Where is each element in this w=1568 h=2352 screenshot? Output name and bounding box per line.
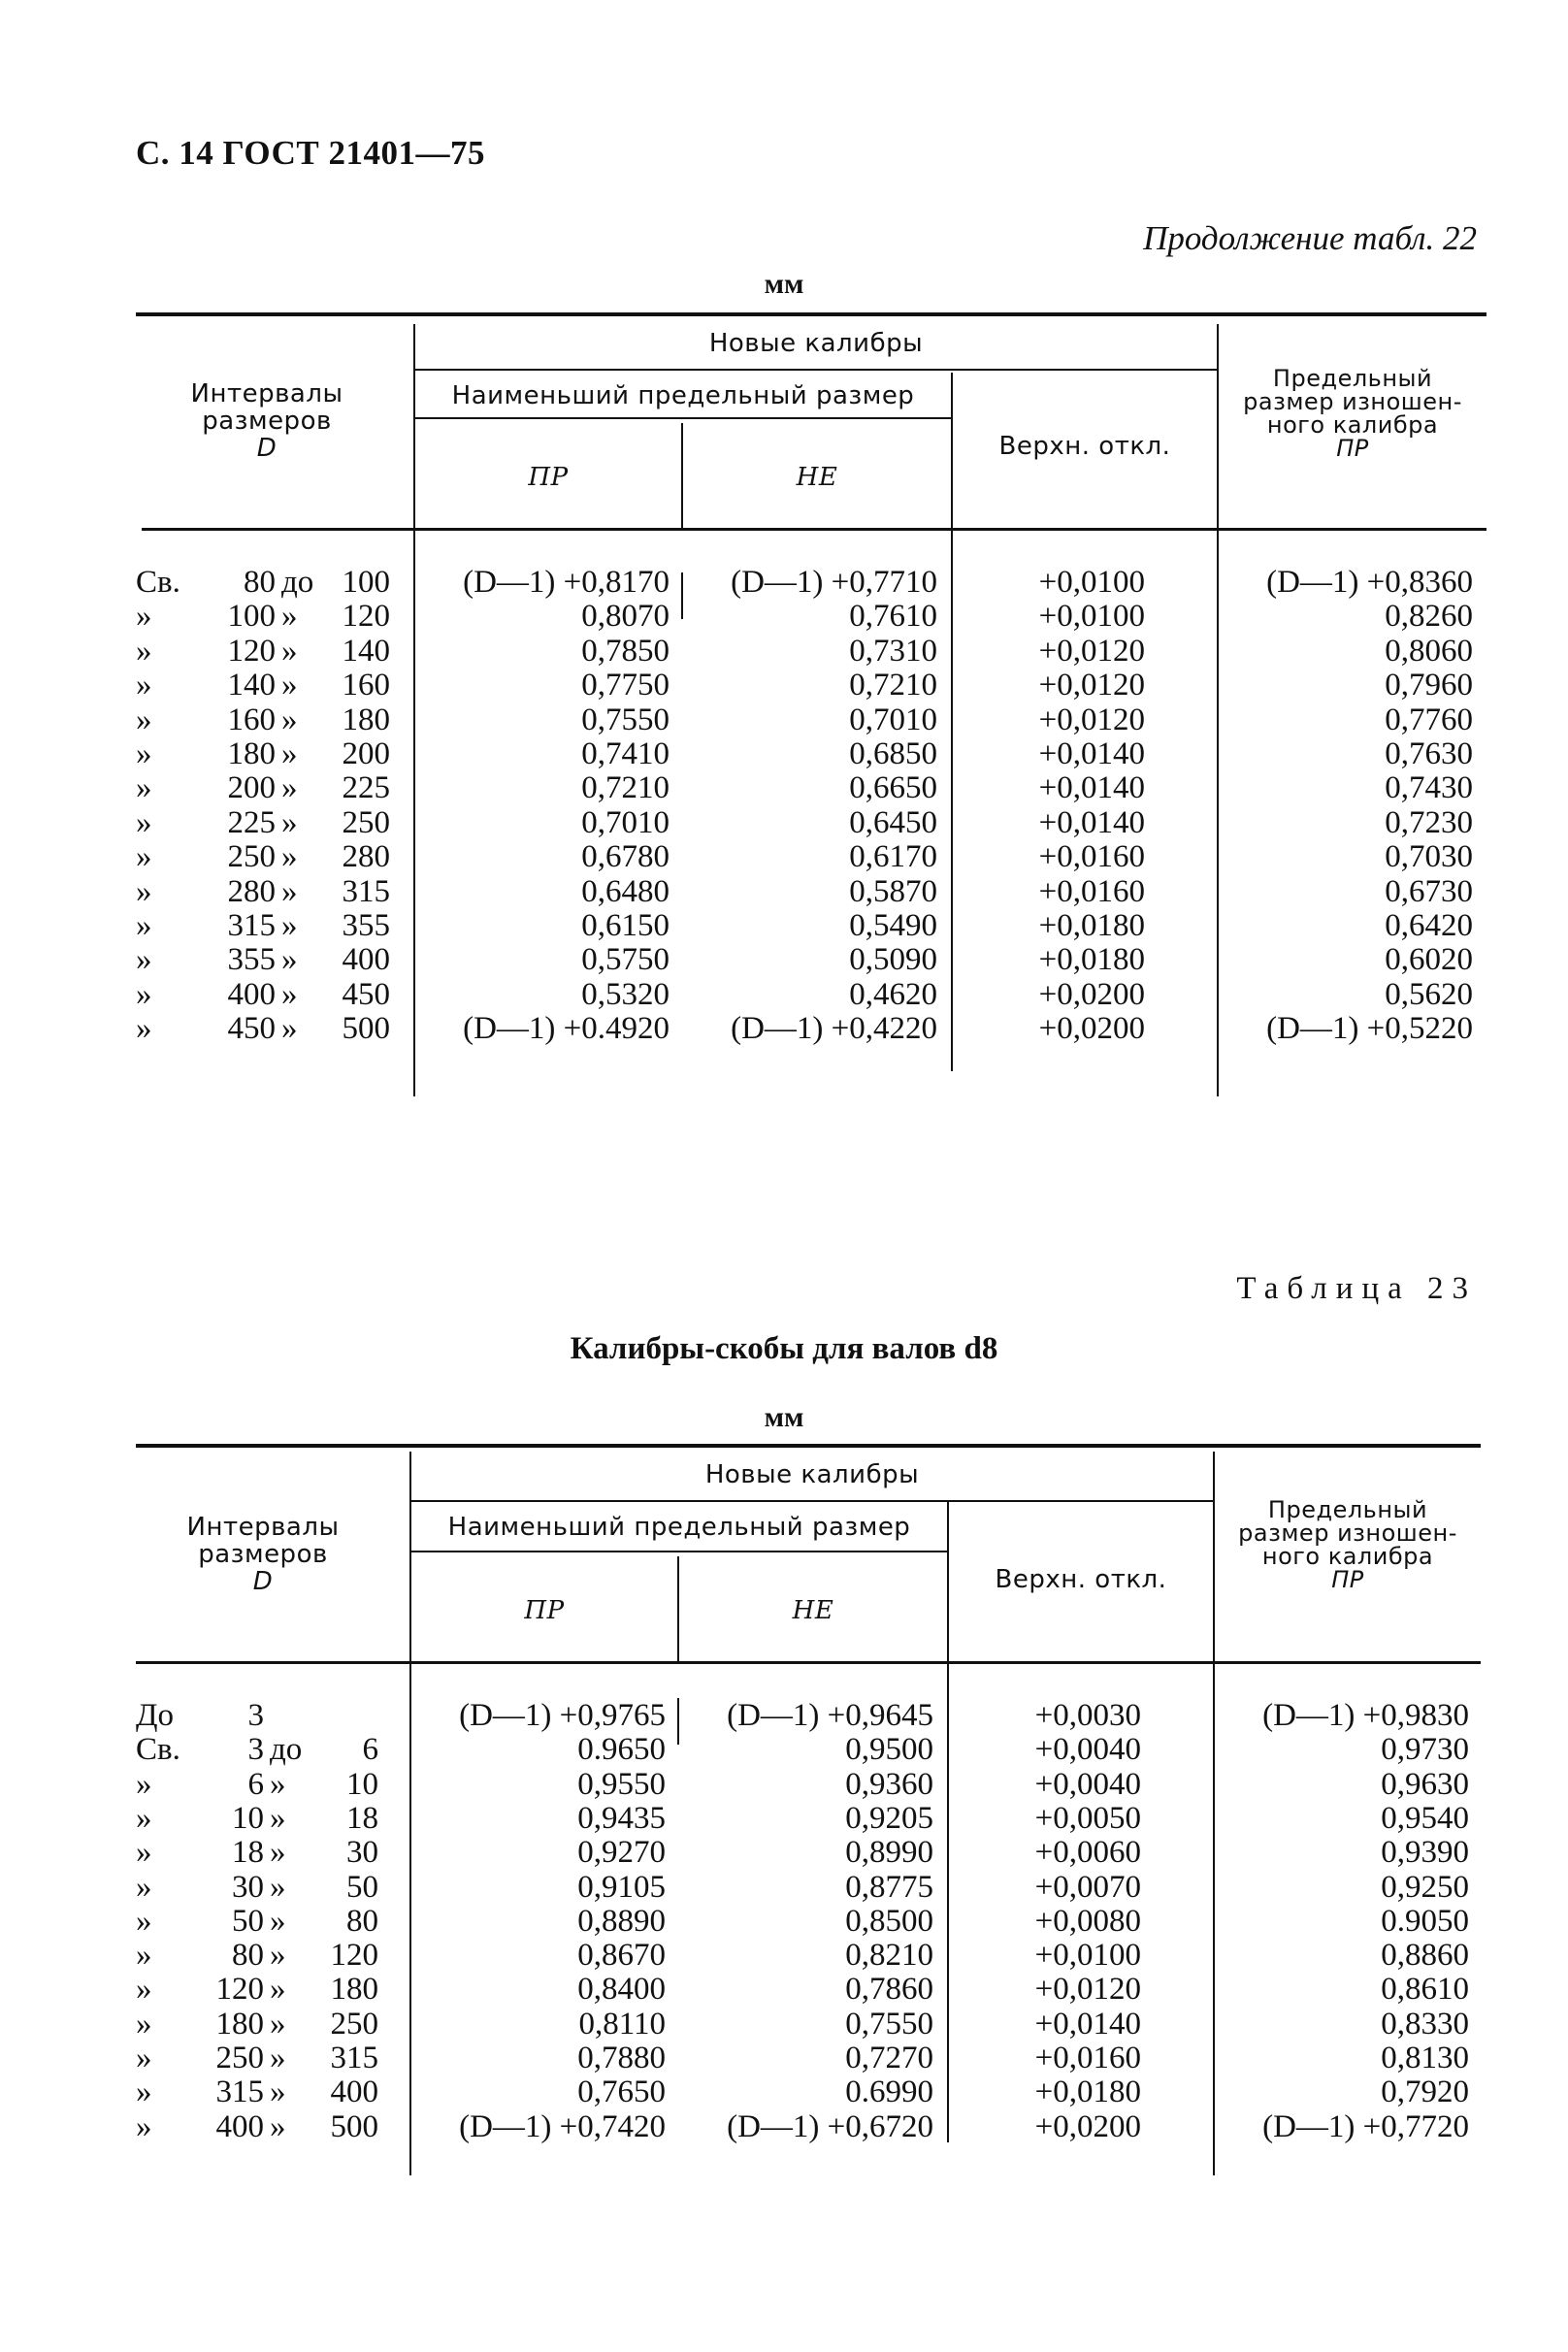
table-row [0, 977, 1568, 1011]
interval-from: 250 [215, 2041, 264, 2075]
upper-deviation: +0,0120 [1038, 633, 1145, 669]
table22-header-worn-line4: ПР [1336, 435, 1369, 462]
ne-value: 0,8990 [845, 1835, 933, 1871]
interval-prefix: » [136, 976, 152, 1012]
table23-header-intervals [142, 1514, 384, 1595]
interval-to: 315 [330, 2041, 378, 2075]
worn-limit-value: (D—1) +0,9830 [1262, 1698, 1469, 1733]
interval-from: 315 [227, 908, 276, 943]
interval-separator: до [270, 1732, 303, 1768]
worn-limit-value: 0,9250 [1381, 1869, 1469, 1905]
interval-to: 180 [342, 702, 390, 737]
interval-from: 3 [247, 1698, 264, 1733]
interval-separator: » [270, 2074, 286, 2110]
upper-deviation: +0,0140 [1038, 770, 1145, 806]
worn-limit-value: 0,7960 [1385, 668, 1473, 703]
upper-deviation: +0,0200 [1038, 976, 1145, 1012]
interval-to: 250 [330, 2006, 378, 2042]
interval-to: 450 [342, 976, 390, 1012]
upper-deviation: +0,0040 [1034, 1732, 1141, 1768]
table23-header-intervals-symbol: D [252, 1567, 274, 1596]
table23-header-smallest-limit: Наименьший предельный размер [447, 1513, 911, 1542]
table-row [0, 2041, 1568, 2074]
table-row [0, 1698, 1568, 1732]
pr-value: 0,9550 [577, 1766, 666, 1802]
worn-limit-value: 0,9630 [1381, 1766, 1469, 1802]
table22-header-rule [142, 528, 1486, 531]
pr-value: 0,8890 [577, 1903, 666, 1939]
ne-value: 0,6650 [849, 770, 937, 806]
interval-separator: » [281, 873, 298, 909]
table-row [0, 2109, 1568, 2143]
interval-to: 80 [346, 1903, 378, 1939]
interval-from: 50 [232, 1903, 264, 1939]
interval-prefix: » [136, 2006, 152, 2042]
interval-separator: » [281, 976, 298, 1012]
worn-limit-value: 0,8260 [1385, 599, 1473, 635]
table22-header-worn-limit [1219, 367, 1486, 460]
interval-to: 400 [330, 2074, 378, 2110]
interval-prefix: » [136, 1938, 152, 1974]
table-row [0, 702, 1568, 736]
table22-header-intervals-line1: Интервалы [190, 379, 343, 408]
interval-to: 10 [346, 1766, 378, 1802]
table-row [0, 1011, 1568, 1045]
table23-label: Таблица 23 [1236, 1271, 1477, 1306]
worn-limit-value: 0,8860 [1381, 1938, 1469, 1974]
upper-deviation: +0,0100 [1038, 565, 1145, 600]
upper-deviation: +0,0140 [1038, 736, 1145, 771]
interval-separator: » [281, 770, 298, 806]
pr-value: (D—1) +0,9765 [459, 1698, 666, 1733]
worn-limit-value: (D—1) +0,8360 [1266, 565, 1473, 600]
table23-header-upper-dev: Верхн. откл. [995, 1565, 1167, 1594]
table-row [0, 1767, 1568, 1801]
interval-from: 450 [227, 1011, 276, 1047]
interval-prefix: » [136, 1766, 152, 1802]
upper-deviation: +0,0140 [1038, 804, 1145, 840]
table22-smallest-rule [415, 417, 951, 419]
upper-deviation: +0,0070 [1034, 1869, 1141, 1905]
pr-value: 0,7850 [581, 633, 670, 669]
interval-separator: » [281, 839, 298, 875]
pr-value: 0,7210 [581, 770, 670, 806]
pr-value: 0,7880 [577, 2041, 666, 2075]
upper-deviation: +0,0180 [1038, 942, 1145, 978]
ne-value: (D—1) +0,7710 [731, 565, 937, 600]
pr-value: 0,8110 [578, 2006, 666, 2042]
interval-prefix: » [136, 1800, 152, 1836]
interval-to: 280 [342, 839, 390, 875]
interval-prefix: » [136, 770, 152, 806]
worn-limit-value: 0,7030 [1385, 839, 1473, 875]
ne-value: 0,5490 [849, 908, 937, 943]
interval-separator: » [270, 1938, 286, 1974]
upper-deviation: +0,0030 [1034, 1698, 1141, 1733]
upper-deviation: +0,0100 [1034, 1938, 1141, 1974]
pr-value: (D—1) +0,8170 [463, 565, 670, 600]
table22-newgauges-rule [415, 369, 1217, 371]
pr-value: 0,6780 [581, 839, 670, 875]
table23-title: Калибры-скобы для валов d8 [570, 1331, 998, 1366]
interval-prefix: » [136, 668, 152, 703]
interval-to: 120 [342, 599, 390, 635]
table23-header-worn-line3: ного калибра [1261, 1543, 1434, 1570]
ne-value: 0,6850 [849, 736, 937, 771]
interval-from: 315 [215, 2074, 264, 2110]
interval-separator: до [281, 565, 314, 600]
ne-value: 0,9205 [845, 1800, 933, 1836]
table23-header-pr: ПР [524, 1596, 565, 1625]
interval-to: 100 [342, 565, 390, 600]
table-row [0, 1938, 1568, 1972]
pr-value: 0,7550 [581, 702, 670, 737]
interval-from: 80 [232, 1938, 264, 1974]
worn-limit-value: 0,5620 [1385, 976, 1473, 1012]
interval-separator: » [270, 1766, 286, 1802]
upper-deviation: +0,0200 [1038, 1011, 1145, 1047]
interval-separator: » [270, 1869, 286, 1905]
upper-deviation: +0,0160 [1034, 2041, 1141, 2075]
pr-value: 0,7750 [581, 668, 670, 703]
upper-deviation: +0,0100 [1038, 599, 1145, 635]
ne-value: 0,6170 [849, 839, 937, 875]
interval-prefix: » [136, 633, 152, 669]
pr-value: 0,7650 [577, 2074, 666, 2110]
ne-value: 0,7210 [849, 668, 937, 703]
table22-header-ne: НЕ [796, 463, 838, 492]
interval-to: 225 [342, 770, 390, 806]
interval-from: 160 [227, 702, 276, 737]
interval-separator: » [270, 1835, 286, 1871]
interval-to: 200 [342, 736, 390, 771]
interval-from: 6 [247, 1766, 264, 1802]
worn-limit-value: 0,8330 [1381, 2006, 1469, 2042]
table22-unit: мм [764, 268, 804, 300]
table-row [0, 805, 1568, 839]
interval-to: 140 [342, 633, 390, 669]
upper-deviation: +0,0060 [1034, 1835, 1141, 1871]
interval-separator: » [270, 2108, 286, 2144]
table-row [0, 908, 1568, 942]
table23-header-ne: НЕ [792, 1596, 834, 1625]
table22-top-rule [136, 312, 1486, 316]
upper-deviation: +0,0180 [1038, 908, 1145, 943]
pr-value: 0.9650 [577, 1732, 666, 1768]
table-row [0, 874, 1568, 908]
continuation-label: Продолжение табл. 22 [1143, 219, 1477, 257]
table23-header-worn-line2: размер изношен- [1238, 1519, 1457, 1547]
table22-header-worn-line3: ного калибра [1266, 411, 1439, 439]
upper-deviation: +0,0200 [1034, 2108, 1141, 2144]
table22-header-new-gauges: Новые калибры [708, 329, 924, 358]
table23-top-rule [136, 1444, 1481, 1448]
table-row [0, 1870, 1568, 1904]
ne-value: 0,7610 [849, 599, 937, 635]
upper-deviation: +0,0080 [1034, 1903, 1141, 1939]
upper-deviation: +0,0140 [1034, 2006, 1141, 2042]
worn-limit-value: 0,9540 [1381, 1800, 1469, 1836]
table23-smallest-rule [411, 1551, 947, 1552]
ne-value: 0,7010 [849, 702, 937, 737]
interval-from: 355 [227, 942, 276, 978]
worn-limit-value: 0,7760 [1385, 702, 1473, 737]
pr-value: 0,6480 [581, 873, 670, 909]
interval-from: 180 [227, 736, 276, 771]
worn-limit-value: 0.9050 [1381, 1903, 1469, 1939]
interval-prefix: » [136, 599, 152, 635]
interval-from: 120 [227, 633, 276, 669]
pr-value: 0,7010 [581, 804, 670, 840]
table-row [0, 634, 1568, 668]
interval-from: 10 [232, 1800, 264, 1836]
upper-deviation: +0,0160 [1038, 873, 1145, 909]
interval-separator: » [270, 1903, 286, 1939]
upper-deviation: +0,0160 [1038, 839, 1145, 875]
interval-separator: » [281, 633, 298, 669]
interval-separator: » [281, 908, 298, 943]
pr-value: 0,9435 [577, 1800, 666, 1836]
pr-value: 0,9105 [577, 1869, 666, 1905]
table23-header-worn-line1: Предельный [1267, 1496, 1428, 1523]
interval-separator: » [270, 2006, 286, 2042]
interval-to: 355 [342, 908, 390, 943]
interval-from: 30 [232, 1869, 264, 1905]
interval-separator: » [270, 1800, 286, 1836]
table-row [0, 942, 1568, 976]
ne-value: (D—1) +0,4220 [731, 1011, 937, 1047]
ne-value: 0,6450 [849, 804, 937, 840]
pr-value: (D—1) +0.4920 [463, 1011, 670, 1047]
interval-separator: » [281, 736, 298, 771]
ne-value: 0,8775 [845, 1869, 933, 1905]
interval-from: 250 [227, 839, 276, 875]
interval-prefix: » [136, 2041, 152, 2075]
ne-value: 0,7270 [845, 2041, 933, 2075]
interval-separator: » [281, 599, 298, 635]
pr-value: 0,6150 [581, 908, 670, 943]
ne-value: 0,8210 [845, 1938, 933, 1974]
interval-from: 400 [227, 976, 276, 1012]
ne-value: 0.6990 [845, 2074, 933, 2110]
interval-prefix: » [136, 1011, 152, 1047]
ne-value: 0,9360 [845, 1766, 933, 1802]
interval-to: 500 [342, 1011, 390, 1047]
pr-value: 0,5750 [581, 942, 670, 978]
table-row [0, 2074, 1568, 2108]
worn-limit-value: (D—1) +0,7720 [1262, 2108, 1469, 2144]
ne-value: 0,5090 [849, 942, 937, 978]
interval-from: 80 [244, 565, 276, 600]
worn-limit-value: 0,8060 [1385, 633, 1473, 669]
worn-limit-value: 0,9730 [1381, 1732, 1469, 1768]
table23-header-intervals-line1: Интервалы [186, 1513, 340, 1542]
interval-prefix: » [136, 2108, 152, 2144]
interval-separator: » [270, 2041, 286, 2075]
interval-prefix: » [136, 908, 152, 943]
worn-limit-value: 0,6420 [1385, 908, 1473, 943]
interval-to: 18 [346, 1800, 378, 1836]
interval-separator: » [281, 702, 298, 737]
table-row [0, 1801, 1568, 1835]
interval-prefix: » [136, 804, 152, 840]
pr-value: 0,7410 [581, 736, 670, 771]
worn-limit-value: 0,9390 [1381, 1835, 1469, 1871]
pr-value: 0,9270 [577, 1835, 666, 1871]
table23-header-worn-limit [1215, 1498, 1481, 1591]
interval-from: 200 [227, 770, 276, 806]
upper-deviation: +0,0050 [1034, 1800, 1141, 1836]
table22-header-smallest-limit: Наименьший предельный размер [451, 381, 915, 410]
pr-value: 0,8070 [581, 599, 670, 635]
page-header: С. 14 ГОСТ 21401—75 [136, 134, 485, 172]
table-row [0, 599, 1568, 633]
interval-prefix: Св. [136, 565, 180, 600]
table-row [0, 770, 1568, 804]
upper-deviation: +0,0120 [1038, 702, 1145, 737]
pr-value: 0,5320 [581, 976, 670, 1012]
ne-value: 0,9500 [845, 1732, 933, 1768]
worn-limit-value: 0,7630 [1385, 736, 1473, 771]
worn-limit-value: 0,7920 [1381, 2074, 1469, 2110]
interval-separator: » [270, 1972, 286, 2008]
ne-value: 0,8500 [845, 1903, 933, 1939]
upper-deviation: +0,0180 [1034, 2074, 1141, 2110]
interval-separator: » [281, 668, 298, 703]
interval-to: 30 [346, 1835, 378, 1871]
interval-prefix: До [136, 1698, 175, 1733]
interval-from: 3 [247, 1732, 264, 1768]
table-row [0, 1732, 1568, 1766]
table-row [0, 1904, 1568, 1938]
interval-from: 18 [232, 1835, 264, 1871]
ne-value: (D—1) +0,6720 [727, 2108, 933, 2144]
table22-header-worn-line2: размер изношен- [1243, 388, 1462, 415]
interval-from: 120 [215, 1972, 264, 2008]
ne-value: 0,5870 [849, 873, 937, 909]
table-row [0, 736, 1568, 770]
interval-prefix: » [136, 1972, 152, 2008]
upper-deviation: +0,0120 [1034, 1972, 1141, 2008]
table23-header-new-gauges: Новые калибры [704, 1460, 920, 1489]
pr-value: 0,8400 [577, 1972, 666, 2008]
worn-limit-value: 0,6020 [1385, 942, 1473, 978]
ne-value: 0,7860 [845, 1972, 933, 2008]
table23-unit: мм [764, 1401, 804, 1433]
interval-from: 225 [227, 804, 276, 840]
interval-prefix: Св. [136, 1732, 180, 1768]
interval-prefix: » [136, 873, 152, 909]
table23-header-intervals-line2: размеров [198, 1540, 328, 1569]
interval-prefix: » [136, 702, 152, 737]
interval-separator: » [281, 804, 298, 840]
table23-newgauges-rule [411, 1500, 1213, 1502]
interval-prefix: » [136, 942, 152, 978]
interval-from: 100 [227, 599, 276, 635]
table22-header-intervals-line2: размеров [202, 407, 332, 436]
worn-limit-value: 0,6730 [1385, 873, 1473, 909]
upper-deviation: +0,0040 [1034, 1766, 1141, 1802]
interval-to: 250 [342, 804, 390, 840]
interval-prefix: » [136, 1835, 152, 1871]
pr-value: 0,8670 [577, 1938, 666, 1974]
interval-to: 500 [330, 2108, 378, 2144]
interval-separator: » [281, 1011, 298, 1047]
pr-value: (D—1) +0,7420 [459, 2108, 666, 2144]
interval-to: 50 [346, 1869, 378, 1905]
interval-prefix: » [136, 1869, 152, 1905]
interval-to: 160 [342, 668, 390, 703]
interval-prefix: » [136, 736, 152, 771]
table-row [0, 2007, 1568, 2041]
table22-header-intervals-symbol: D [256, 434, 278, 463]
interval-from: 400 [215, 2108, 264, 2144]
ne-value: 0,7550 [845, 2006, 933, 2042]
table22-header-upper-dev: Верхн. откл. [998, 432, 1171, 461]
table22-header-pr: ПР [528, 463, 569, 492]
interval-to: 400 [342, 942, 390, 978]
worn-limit-value: 0,8130 [1381, 2041, 1469, 2075]
ne-value: (D—1) +0,9645 [727, 1698, 933, 1733]
table-row [0, 839, 1568, 873]
interval-to: 120 [330, 1938, 378, 1974]
worn-limit-value: 0,8610 [1381, 1972, 1469, 2008]
upper-deviation: +0,0120 [1038, 668, 1145, 703]
interval-to: 6 [362, 1732, 378, 1768]
table-row [0, 565, 1568, 599]
table-row [0, 1972, 1568, 2006]
ne-value: 0,4620 [849, 976, 937, 1012]
ne-value: 0,7310 [849, 633, 937, 669]
worn-limit-value: 0,7230 [1385, 804, 1473, 840]
interval-to: 315 [342, 873, 390, 909]
interval-from: 280 [227, 873, 276, 909]
interval-prefix: » [136, 2074, 152, 2110]
table23-header-rule [136, 1661, 1481, 1664]
interval-from: 140 [227, 668, 276, 703]
interval-from: 180 [215, 2006, 264, 2042]
worn-limit-value: 0,7430 [1385, 770, 1473, 806]
table-row [0, 668, 1568, 702]
interval-prefix: » [136, 839, 152, 875]
interval-to: 180 [330, 1972, 378, 2008]
table22-header-worn-line1: Предельный [1272, 365, 1433, 392]
interval-separator: » [281, 942, 298, 978]
interval-prefix: » [136, 1903, 152, 1939]
table22-header-intervals [146, 380, 388, 462]
table23-header-worn-line4: ПР [1331, 1566, 1364, 1593]
worn-limit-value: (D—1) +0,5220 [1266, 1011, 1473, 1047]
table-row [0, 1835, 1568, 1869]
